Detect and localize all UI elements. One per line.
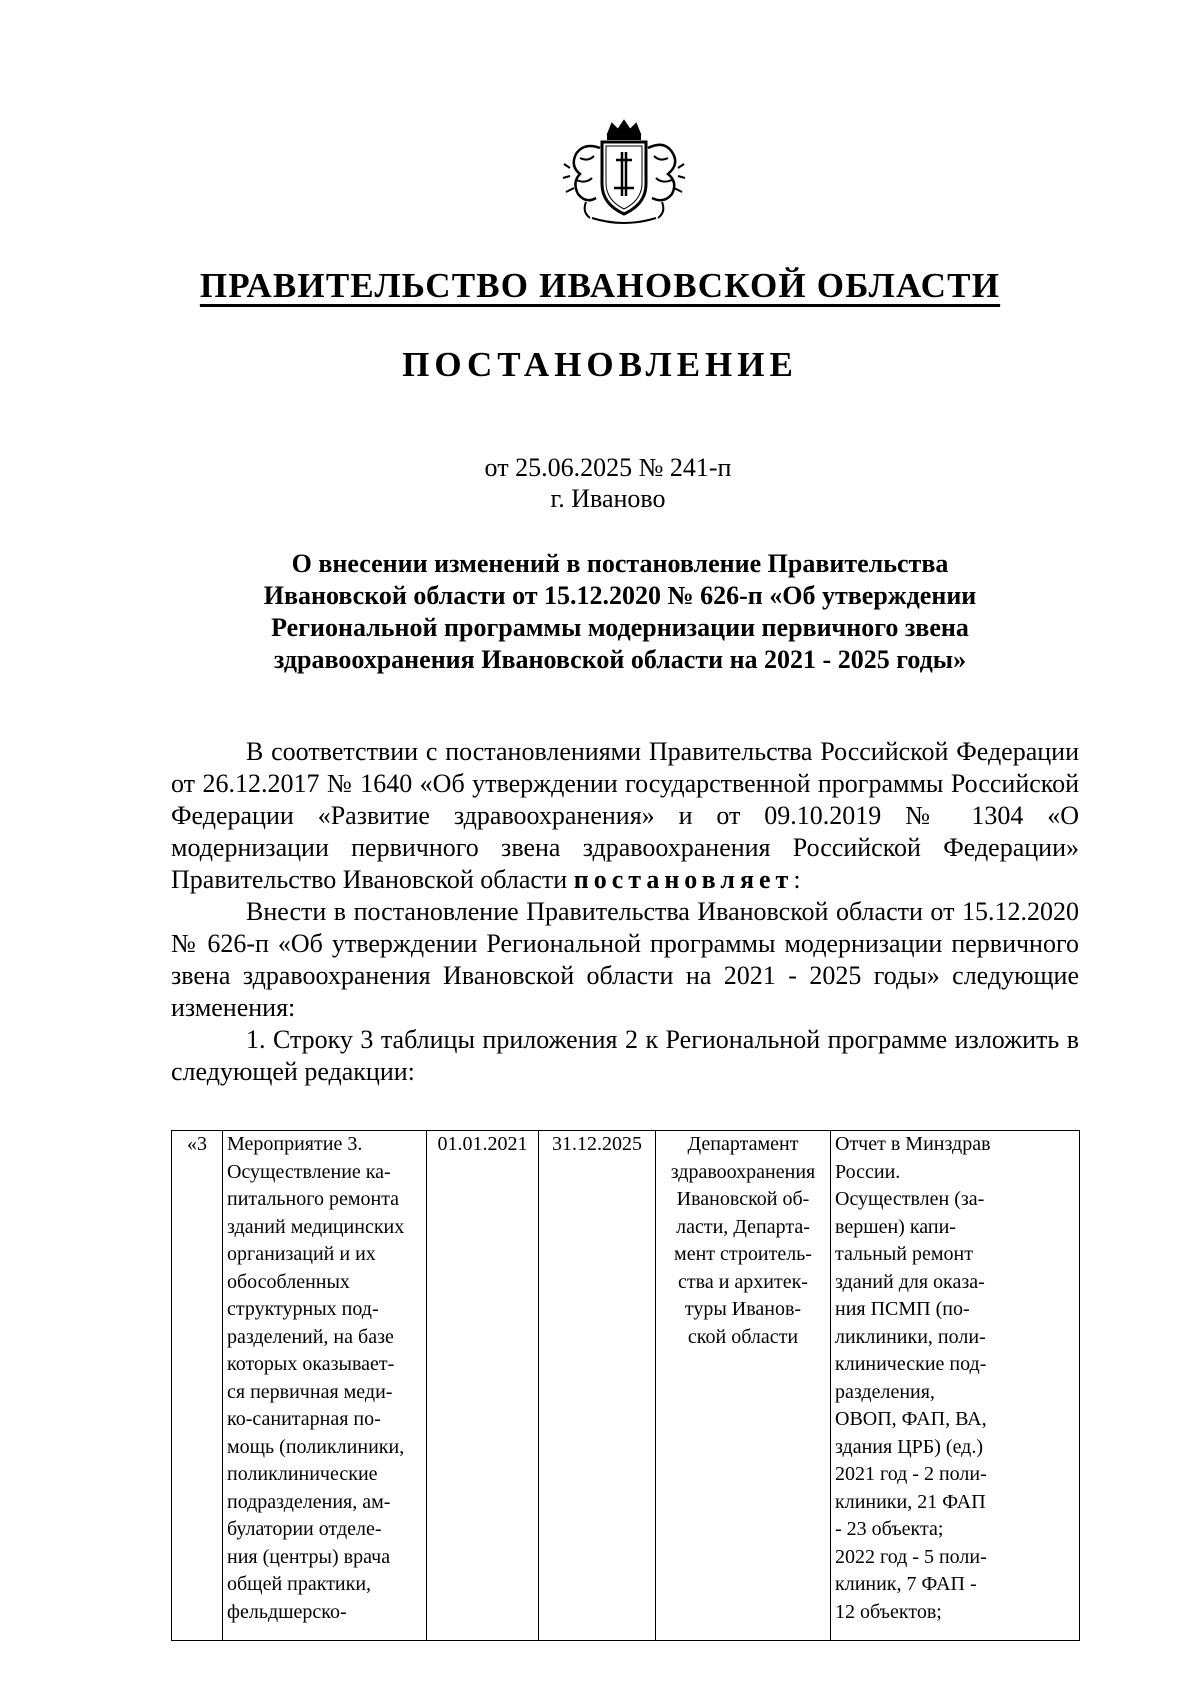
cell-text-line: питального ремонта xyxy=(227,1188,400,1210)
cell-text-line: поликлинические xyxy=(227,1463,378,1485)
cell-text-line: ликлиники, поли- xyxy=(835,1325,986,1348)
cell-text-line: разделений, на базе xyxy=(227,1325,394,1348)
paragraph-preamble xyxy=(171,736,1079,896)
cell-text-line: ко-санитарная по- xyxy=(227,1408,381,1430)
cell-text-line: ния ПСМП (по- xyxy=(835,1298,970,1320)
document-type: ПОСТАНОВЛЕНИЕ xyxy=(402,345,798,384)
cell-start-date: 01.01.2021 xyxy=(427,1131,539,1641)
document-body xyxy=(171,736,1079,1088)
heading-line: здравоохранения Ивановской области на 2021 - 2025 годы» xyxy=(273,645,967,674)
cell-text-line: зданий для оказа- xyxy=(835,1270,985,1293)
cell-text-line: 12 объектов; xyxy=(835,1600,942,1623)
document-heading xyxy=(160,548,1080,676)
cell-text-line: обособленных xyxy=(227,1270,350,1293)
decree-word: постановляет xyxy=(573,865,794,894)
cell-text-line: подразделения, ам- xyxy=(227,1490,391,1513)
cell-text-line: клиник, 7 ФАП - xyxy=(835,1573,977,1595)
cell-text-line: клиники, 21 ФАП xyxy=(835,1490,986,1513)
cell-row-number: «3 xyxy=(172,1131,223,1641)
cell-text-line: Осуществлен (за- xyxy=(835,1188,985,1210)
cell-text-line: фельдшерско- xyxy=(227,1600,347,1623)
cell-text-line: булатории отделе- xyxy=(227,1518,382,1540)
amendment-table xyxy=(171,1130,1080,1641)
city: г. Иваново xyxy=(550,484,666,513)
cell-text-line: мощь (поликлиники, xyxy=(227,1435,405,1458)
cell-result xyxy=(831,1131,1080,1641)
cell-event xyxy=(223,1131,427,1641)
heading-line: О внесении изменений в постановление Правительства xyxy=(291,549,949,578)
decree-colon: : xyxy=(793,865,801,894)
cell-text-line: Мероприятие 3. xyxy=(227,1133,363,1155)
cell-text-line: Ивановской об- xyxy=(676,1188,810,1210)
paragraph-amendments: Внести в постановление Правительства Ивановской области от 15.12.2020 № 626-п «Об утверждении Региональной программы модернизации первичного звена здравоохранения Ивановской области на 2021 - 2025 годы» следующие изменения: xyxy=(171,897,1079,1022)
heading-line: Региональной программы модернизации первичного звена xyxy=(271,613,969,642)
cell-text-line: ской области xyxy=(687,1325,799,1348)
cell-text-line: ния (центры) врача xyxy=(227,1545,391,1568)
cell-text-line: разделения, xyxy=(835,1380,935,1403)
coat-of-arms-icon xyxy=(562,118,686,226)
cell-text-line: которых оказывает- xyxy=(227,1353,395,1375)
cell-text-line: Департамент xyxy=(687,1133,799,1155)
cell-text-line: вершен) капи- xyxy=(835,1215,956,1238)
paragraph-item-1: 1. Строку 3 таблицы приложения 2 к Региональной программе изложить в следующей редакции: xyxy=(171,1025,1079,1086)
cell-text-line: мент строитель- xyxy=(674,1243,812,1265)
cell-text-line: туры Иванов- xyxy=(684,1298,802,1320)
table-row xyxy=(172,1131,1080,1641)
cell-text-line: клинические под- xyxy=(835,1353,987,1375)
heading-line: Ивановской области от 15.12.2020 № 626-п «Об утверждении xyxy=(263,581,977,610)
cell-text-line: ства и архитек- xyxy=(678,1270,808,1293)
government-title: ПРАВИТЕЛЬСТВО ИВАНОВСКОЙ ОБЛАСТИ xyxy=(199,266,1001,305)
preamble-text: В соответствии с постановлениями Правительства Российской Федерации от 26.12.2017 № 1640 «Об утверждении государственной программы Российской Федерации «Развитие здравоохранения» и от 09.10.2019 № 1304 «О модернизации первичного звена здравоохранения Российской Федерации» Правительство Ивановской области xyxy=(171,737,1079,894)
cell-text-line: 2022 год - 5 поли- xyxy=(835,1545,987,1568)
cell-text-line: ОВОП, ФАП, ВА, xyxy=(835,1408,987,1430)
cell-text-line: Осуществление ка- xyxy=(227,1160,391,1183)
cell-text-line: ласти, Департа- xyxy=(676,1215,810,1238)
cell-end-date: 31.12.2025 xyxy=(539,1131,656,1641)
cell-text-line: Отчет в Минздрав xyxy=(835,1133,991,1155)
cell-text-line: - 23 объекта; xyxy=(835,1518,944,1540)
cell-text-line: общей практики, xyxy=(227,1573,372,1595)
cell-text-line: зданий медицинских xyxy=(227,1215,405,1238)
cell-text-line: тальный ремонт xyxy=(835,1243,973,1265)
date-number: от 25.06.2025 № 241-п xyxy=(484,453,732,482)
cell-text-line: 2021 год - 2 поли- xyxy=(835,1463,987,1485)
cell-text-line: организаций и их xyxy=(227,1243,376,1265)
cell-text-line: структурных под- xyxy=(227,1298,379,1320)
cell-text-line: ся первичная меди- xyxy=(227,1380,393,1403)
cell-text-line: России. xyxy=(835,1160,901,1183)
cell-text-line: здания ЦРБ) (ед.) xyxy=(835,1435,984,1458)
cell-text-line: здравоохранения xyxy=(670,1160,816,1183)
cell-responsible xyxy=(656,1131,831,1641)
